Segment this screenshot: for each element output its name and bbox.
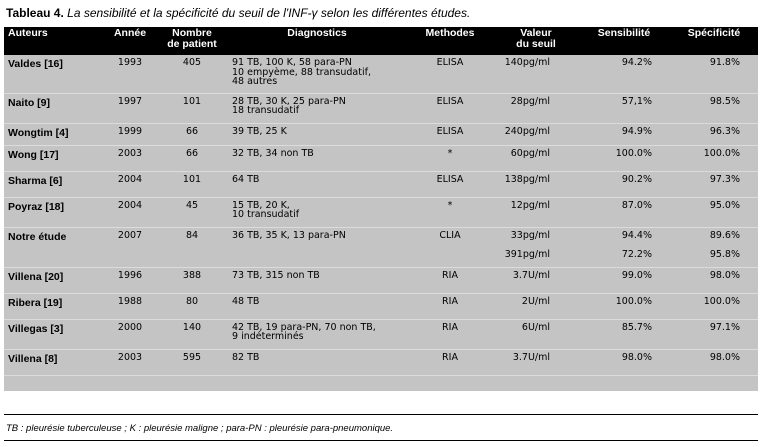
table-cell-cutoff: 240pg/ml xyxy=(494,123,578,145)
table-cell-sensitivity: 94.9% xyxy=(578,123,670,145)
footnote-divider xyxy=(4,414,758,415)
table-row xyxy=(4,267,758,293)
table-cell-sensitivity: 100.0% xyxy=(578,293,670,319)
table-cell-sensitivity: 85.7% xyxy=(578,319,670,349)
table-cell-patients: 84 xyxy=(185,229,199,241)
table-cell-specificity: 89.6% xyxy=(709,229,740,241)
table-cell-method: CLIA xyxy=(439,229,461,241)
table-cell-diagnostics: 48 TB xyxy=(228,293,406,319)
table-cell-sensitivity: 72.2% xyxy=(578,247,670,267)
table-cell-author: Notre étude xyxy=(8,230,67,243)
table-cell-cutoff: 12pg/ml xyxy=(494,197,578,227)
table-cell-patients: 101 xyxy=(156,93,228,123)
table-row xyxy=(4,293,758,319)
table-cell-specificity: 95.8% xyxy=(670,247,758,267)
table-cell-patients: 388 xyxy=(156,267,228,293)
header-annee: Année xyxy=(113,27,147,39)
table-cell-specificity: 97.3% xyxy=(670,171,758,197)
table-cell-specificity: 96.3% xyxy=(670,123,758,145)
table-cell-author: Villena [8] xyxy=(4,349,104,375)
table-cell-year: 2004 xyxy=(104,197,156,227)
table-cell-author xyxy=(4,247,104,267)
table-header-row xyxy=(4,27,758,55)
table-cell-cutoff: 6U/ml xyxy=(494,319,578,349)
caption-label: Tableau 4. xyxy=(6,6,64,20)
table-cell-diagnostics: 82 TB xyxy=(228,349,406,375)
table-cell-sensitivity: 94.4% xyxy=(621,229,652,241)
table-cell-diagnostics: 32 TB, 34 non TB xyxy=(228,145,406,171)
table-cell-specificity: 100.0% xyxy=(670,145,758,171)
table-cell-patients: 66 xyxy=(156,145,228,171)
table-cell-year: 2003 xyxy=(104,349,156,375)
table-cell-author: Valdes [16] xyxy=(4,55,104,93)
table-cell-method: * xyxy=(406,145,494,171)
header-valeur: Valeur du seuil xyxy=(516,27,556,50)
table-cell-method: RIA xyxy=(406,319,494,349)
table-cell-diagnostics: 64 TB xyxy=(228,171,406,197)
table-cell-cutoff: 60pg/ml xyxy=(494,145,578,171)
data-table-container xyxy=(4,27,758,391)
table-cell-specificity: 98.5% xyxy=(670,93,758,123)
table-row xyxy=(4,55,758,93)
table-cell-author: Naito [9] xyxy=(4,93,104,123)
bottom-divider xyxy=(4,440,758,441)
table-cell-specificity: 98.0% xyxy=(670,349,758,375)
header-sensibilite: Sensibilité xyxy=(597,27,651,39)
table-cell-patients: 140 xyxy=(156,319,228,349)
table-cell-sensitivity: 99.0% xyxy=(578,267,670,293)
table-cell-specificity: 97.1% xyxy=(670,319,758,349)
header-diagnostics: Diagnostics xyxy=(287,27,347,39)
table-row xyxy=(4,171,758,197)
table-cell-method xyxy=(406,247,494,267)
table-cell-cutoff: 28pg/ml xyxy=(494,93,578,123)
table-cell-diagnostics: 36 TB, 35 K, 13 para-PN xyxy=(232,229,346,241)
table-cell-patients: 80 xyxy=(156,293,228,319)
table-cell-patients: 45 xyxy=(156,197,228,227)
table-cell-diagnostics: 73 TB, 315 non TB xyxy=(228,267,406,293)
table-cell-method: ELISA xyxy=(406,55,494,93)
table-cell-sensitivity: 87.0% xyxy=(578,197,670,227)
table-cell-cutoff: 3.7U/ml xyxy=(494,267,578,293)
table-cell-author: Sharma [6] xyxy=(4,171,104,197)
table-cell-method: RIA xyxy=(406,293,494,319)
table-cell-author: Ribera [19] xyxy=(4,293,104,319)
table-cell-method: ELISA xyxy=(406,123,494,145)
footnote: TB : pleurésie tuberculeuse ; K : pleurésie maligne ; para-PN : pleurésie para-pneumonique. xyxy=(6,423,394,434)
table-cell-diagnostics: 42 TB, 19 para-PN, 70 non TB, 9 indéterminés xyxy=(228,319,406,349)
table-cell-sensitivity: 98.0% xyxy=(578,349,670,375)
table-row xyxy=(4,349,758,375)
table-cell-author: Villena [20] xyxy=(4,267,104,293)
table-row xyxy=(4,247,758,267)
table-cell-patients: 405 xyxy=(156,55,228,93)
table-cell-method: RIA xyxy=(406,349,494,375)
table-cell-year: 2003 xyxy=(104,145,156,171)
table-cell-author: Wongtim [4] xyxy=(4,123,104,145)
table-cell-sensitivity: 57,1% xyxy=(578,93,670,123)
table-cell-cutoff: 3.7U/ml xyxy=(494,349,578,375)
table-cell-cutoff: 140pg/ml xyxy=(494,55,578,93)
table-row xyxy=(4,145,758,171)
table-cell-sensitivity: 90.2% xyxy=(578,171,670,197)
table-cell-specificity: 95.0% xyxy=(670,197,758,227)
table-row xyxy=(4,319,758,349)
table-caption xyxy=(6,5,470,21)
table-cell-author: Villegas [3] xyxy=(4,319,104,349)
table-cell-specificity: 98.0% xyxy=(670,267,758,293)
table-cell-patients: 66 xyxy=(156,123,228,145)
table-cell-diagnostics: 28 TB, 30 K, 25 para-PN 18 transudatif xyxy=(228,93,406,123)
table-cell-cutoff: 2U/ml xyxy=(494,293,578,319)
table-row xyxy=(4,227,758,247)
table-cell-author: Wong [17] xyxy=(4,145,104,171)
table-cell-patients xyxy=(156,247,228,267)
table-row xyxy=(4,123,758,145)
header-nombre: Nombre de patient xyxy=(167,27,217,50)
table-cell-year: 1999 xyxy=(104,123,156,145)
caption-text: La sensibilité et la spécificité du seuil de l'INF-γ selon les différentes études. xyxy=(67,6,471,20)
header-methodes: Methodes xyxy=(425,27,475,39)
table-cell-year: 1993 xyxy=(104,55,156,93)
table-cell-year: 1988 xyxy=(104,293,156,319)
table-cell-specificity: 91.8% xyxy=(670,55,758,93)
header-specificite: Spécificité xyxy=(687,27,741,39)
table-cell-author: Poyraz [18] xyxy=(4,197,104,227)
header-auteurs: Auteurs xyxy=(8,27,48,39)
table-cell-year xyxy=(104,247,156,267)
table-cell-diagnostics: 15 TB, 20 K, 10 transudatif xyxy=(228,197,406,227)
table-cell-method: RIA xyxy=(406,267,494,293)
table-cell-specificity: 100.0% xyxy=(670,293,758,319)
table-cell-year: 2007 xyxy=(117,229,143,241)
table-cell-diagnostics: 91 TB, 100 K, 58 para-PN 10 empyème, 88 transudatif, 48 autres xyxy=(228,55,406,93)
table-cell-year: 1997 xyxy=(104,93,156,123)
table-cell-method: ELISA xyxy=(406,171,494,197)
table-cell-sensitivity: 94.2% xyxy=(578,55,670,93)
table-cell-patients: 595 xyxy=(156,349,228,375)
table-cell-year: 1996 xyxy=(104,267,156,293)
table-cell-diagnostics xyxy=(228,247,406,267)
table-cell-year: 2004 xyxy=(104,171,156,197)
table-row xyxy=(4,197,758,227)
data-table xyxy=(4,27,758,376)
table-cell-method: * xyxy=(406,197,494,227)
table-cell-method: ELISA xyxy=(406,93,494,123)
table-cell-sensitivity: 100.0% xyxy=(578,145,670,171)
table-cell-cutoff: 33pg/ml xyxy=(510,229,550,241)
table-cell-cutoff: 138pg/ml xyxy=(494,171,578,197)
table-cell-patients: 101 xyxy=(156,171,228,197)
table-cell-diagnostics: 39 TB, 25 K xyxy=(228,123,406,145)
table-cell-cutoff: 391pg/ml xyxy=(494,247,578,267)
table-cell-year: 2000 xyxy=(104,319,156,349)
table-row xyxy=(4,93,758,123)
